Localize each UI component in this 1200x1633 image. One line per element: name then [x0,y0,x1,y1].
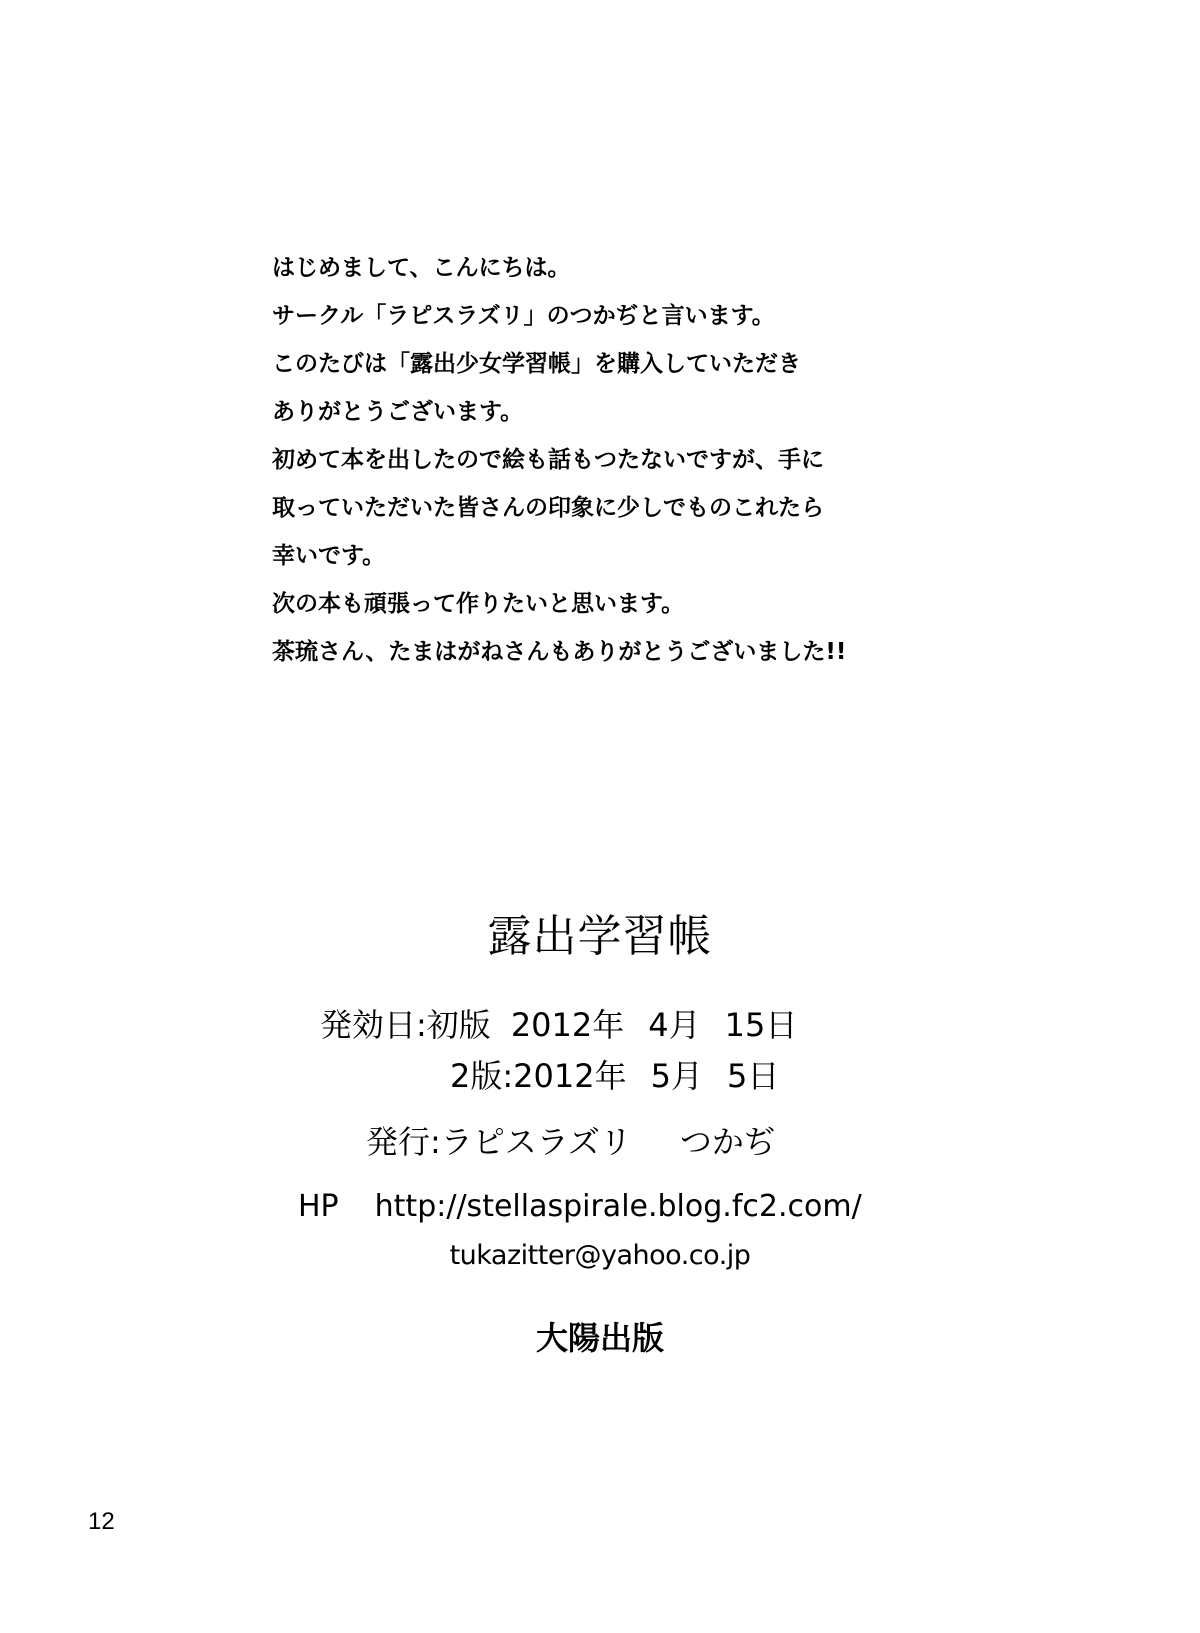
afterword-line: 初めて本を出したので絵も話もつたないですが、手に [272,447,824,473]
circle-name: ラピスラズリ [440,1123,632,1161]
second-edition-month: 5月 [650,1057,703,1095]
first-edition-label: 初版 [426,1006,491,1044]
issue-date-first-edition [320,1005,797,1045]
homepage-row [298,1187,862,1227]
first-edition-year: 2012年 [510,1006,625,1044]
publisher-label: 発行: [366,1123,441,1161]
author-name: つかぢ [679,1123,776,1161]
publisher-row [366,1122,776,1162]
afterword-line: このたびは「露出少女学習帳」を購入していただき [272,351,801,377]
second-edition-day: 5日 [726,1057,780,1095]
issue-date-label: 発効日: [320,1006,427,1044]
issue-date-second-edition [450,1056,779,1096]
afterword-line: サークル「ラピスラズリ」のつかぢと言います。 [272,303,775,329]
homepage-label: HP [298,1189,339,1224]
afterword-line: ありがとうございます。 [272,399,524,425]
afterword-line: はじめまして、こんにちは。 [272,255,571,281]
first-edition-month: 4月 [648,1006,701,1044]
page-number: 12 [88,1508,115,1535]
homepage-url[interactable]: http://stellaspirale.blog.fc2.com/ [374,1189,862,1224]
second-edition-label: 2版: [450,1057,514,1095]
email-address[interactable]: tukazitter@yahoo.co.jp [449,1240,751,1271]
afterword-line: 取っていただいた皆さんの印象に少しでものこれたら [272,495,824,521]
afterword-line: 幸いです。 [272,543,386,569]
first-edition-day: 15日 [724,1006,798,1044]
afterword-line: 茶琉さん、たまはがねさんもありがとうございました!! [272,639,847,665]
second-edition-year: 2012年 [513,1057,627,1095]
printer-name: 大陽出版 [535,1319,664,1357]
book-title: 露出学習帳 [487,911,713,962]
afterword-line: 次の本も頑張って作りたいと思います。 [272,591,685,617]
